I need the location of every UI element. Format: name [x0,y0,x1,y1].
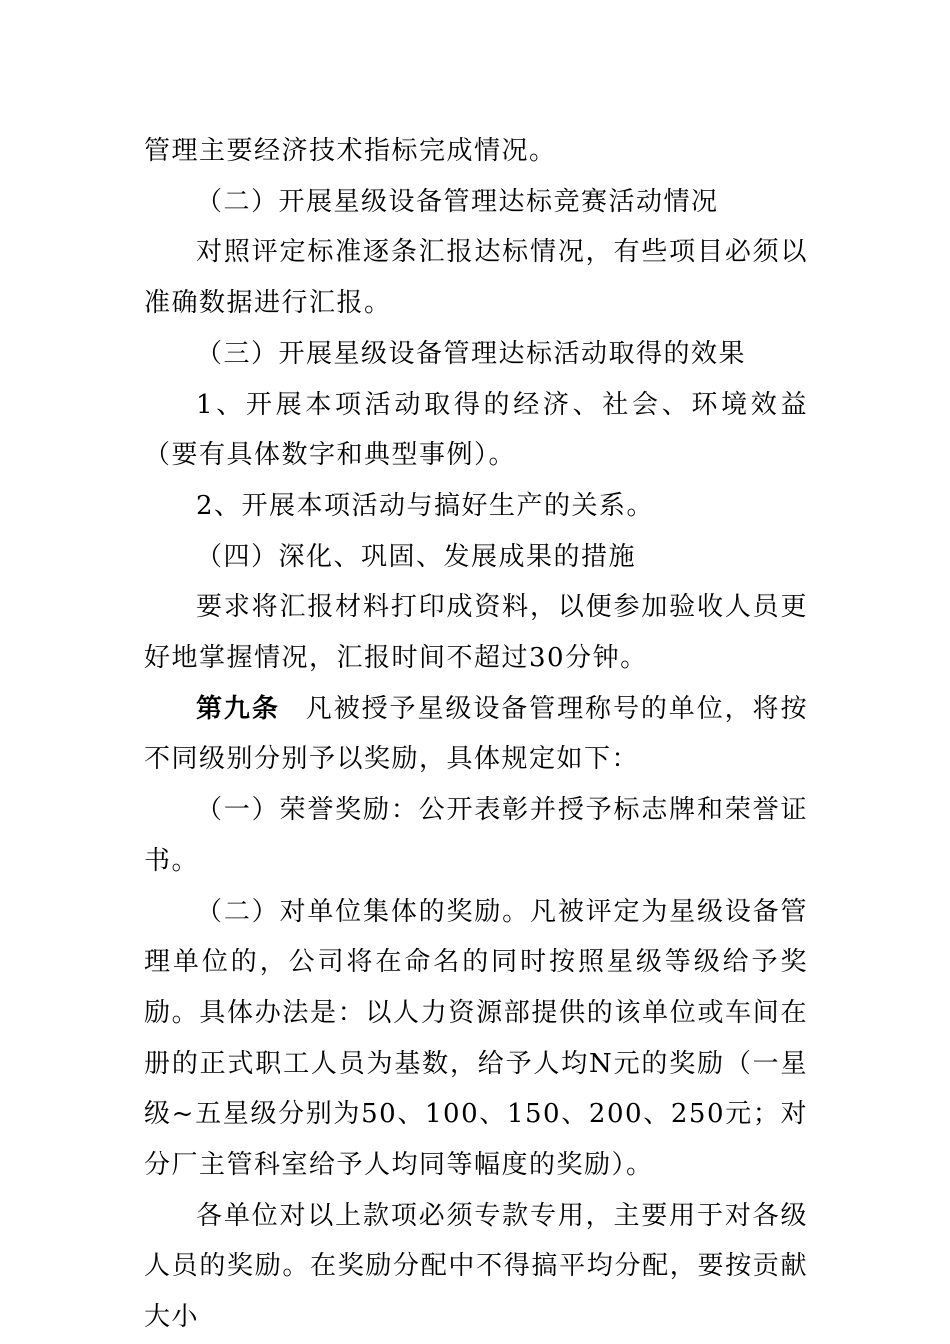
paragraph-report-requirements: 要求将汇报材料打印成资料，以便参加验收人员更好地掌握情况，汇报时间不超过30分钟。 [144,592,808,674]
article-label: 第九条 [196,693,280,724]
paragraph-indicators-completion: 管理主要经济技术指标完成情况。 [144,136,557,166]
heading-competition-status: （二）开展星级设备管理达标竞赛活动情况 [196,186,719,217]
article-nine [144,684,808,785]
document-body [144,126,808,1343]
paragraph-collective-award: （二）对单位集体的奖励。凡被评定为星级设备管理单位的，公司将在命名的同时按照星级等级给予奖励。具体办法是：以人力资源部提供的该单位或车间在册的正式职工人员为基数，给予人均N元的奖励（一星级~五星级分别为50、100、150、200、250元；对分厂主管科室给予人均同等幅度的奖励）。 [144,896,808,1181]
heading-activity-results: （三）开展星级设备管理达标活动取得的效果 [196,338,747,369]
heading-consolidation-measures: （四）深化、巩固、发展成果的措施 [196,541,637,572]
paragraph-report-standards: 对照评定标准逐条汇报达标情况，有些项目必须以准确数据进行汇报。 [144,237,808,319]
paragraph-fund-usage: 各单位对以上款项必须专款专用，主要用于对各级人员的奖励。在奖励分配中不得搞平均分配，要按贡献大小 [144,1200,808,1333]
paragraph-honor-award: （一）荣誉奖励：公开表彰并授予标志牌和荣誉证书。 [144,795,808,876]
list-item-production-relation: 2、开展本项活动与搞好生产的关系。 [196,490,655,521]
list-item-benefits: 1、开展本项活动取得的经济、社会、环境效益（要有具体数字和典型事例）。 [144,389,808,471]
article-nine-text: 凡被授予星级设备管理称号的单位，将按不同级别分别予以奖励，具体规定如下： [144,693,808,775]
